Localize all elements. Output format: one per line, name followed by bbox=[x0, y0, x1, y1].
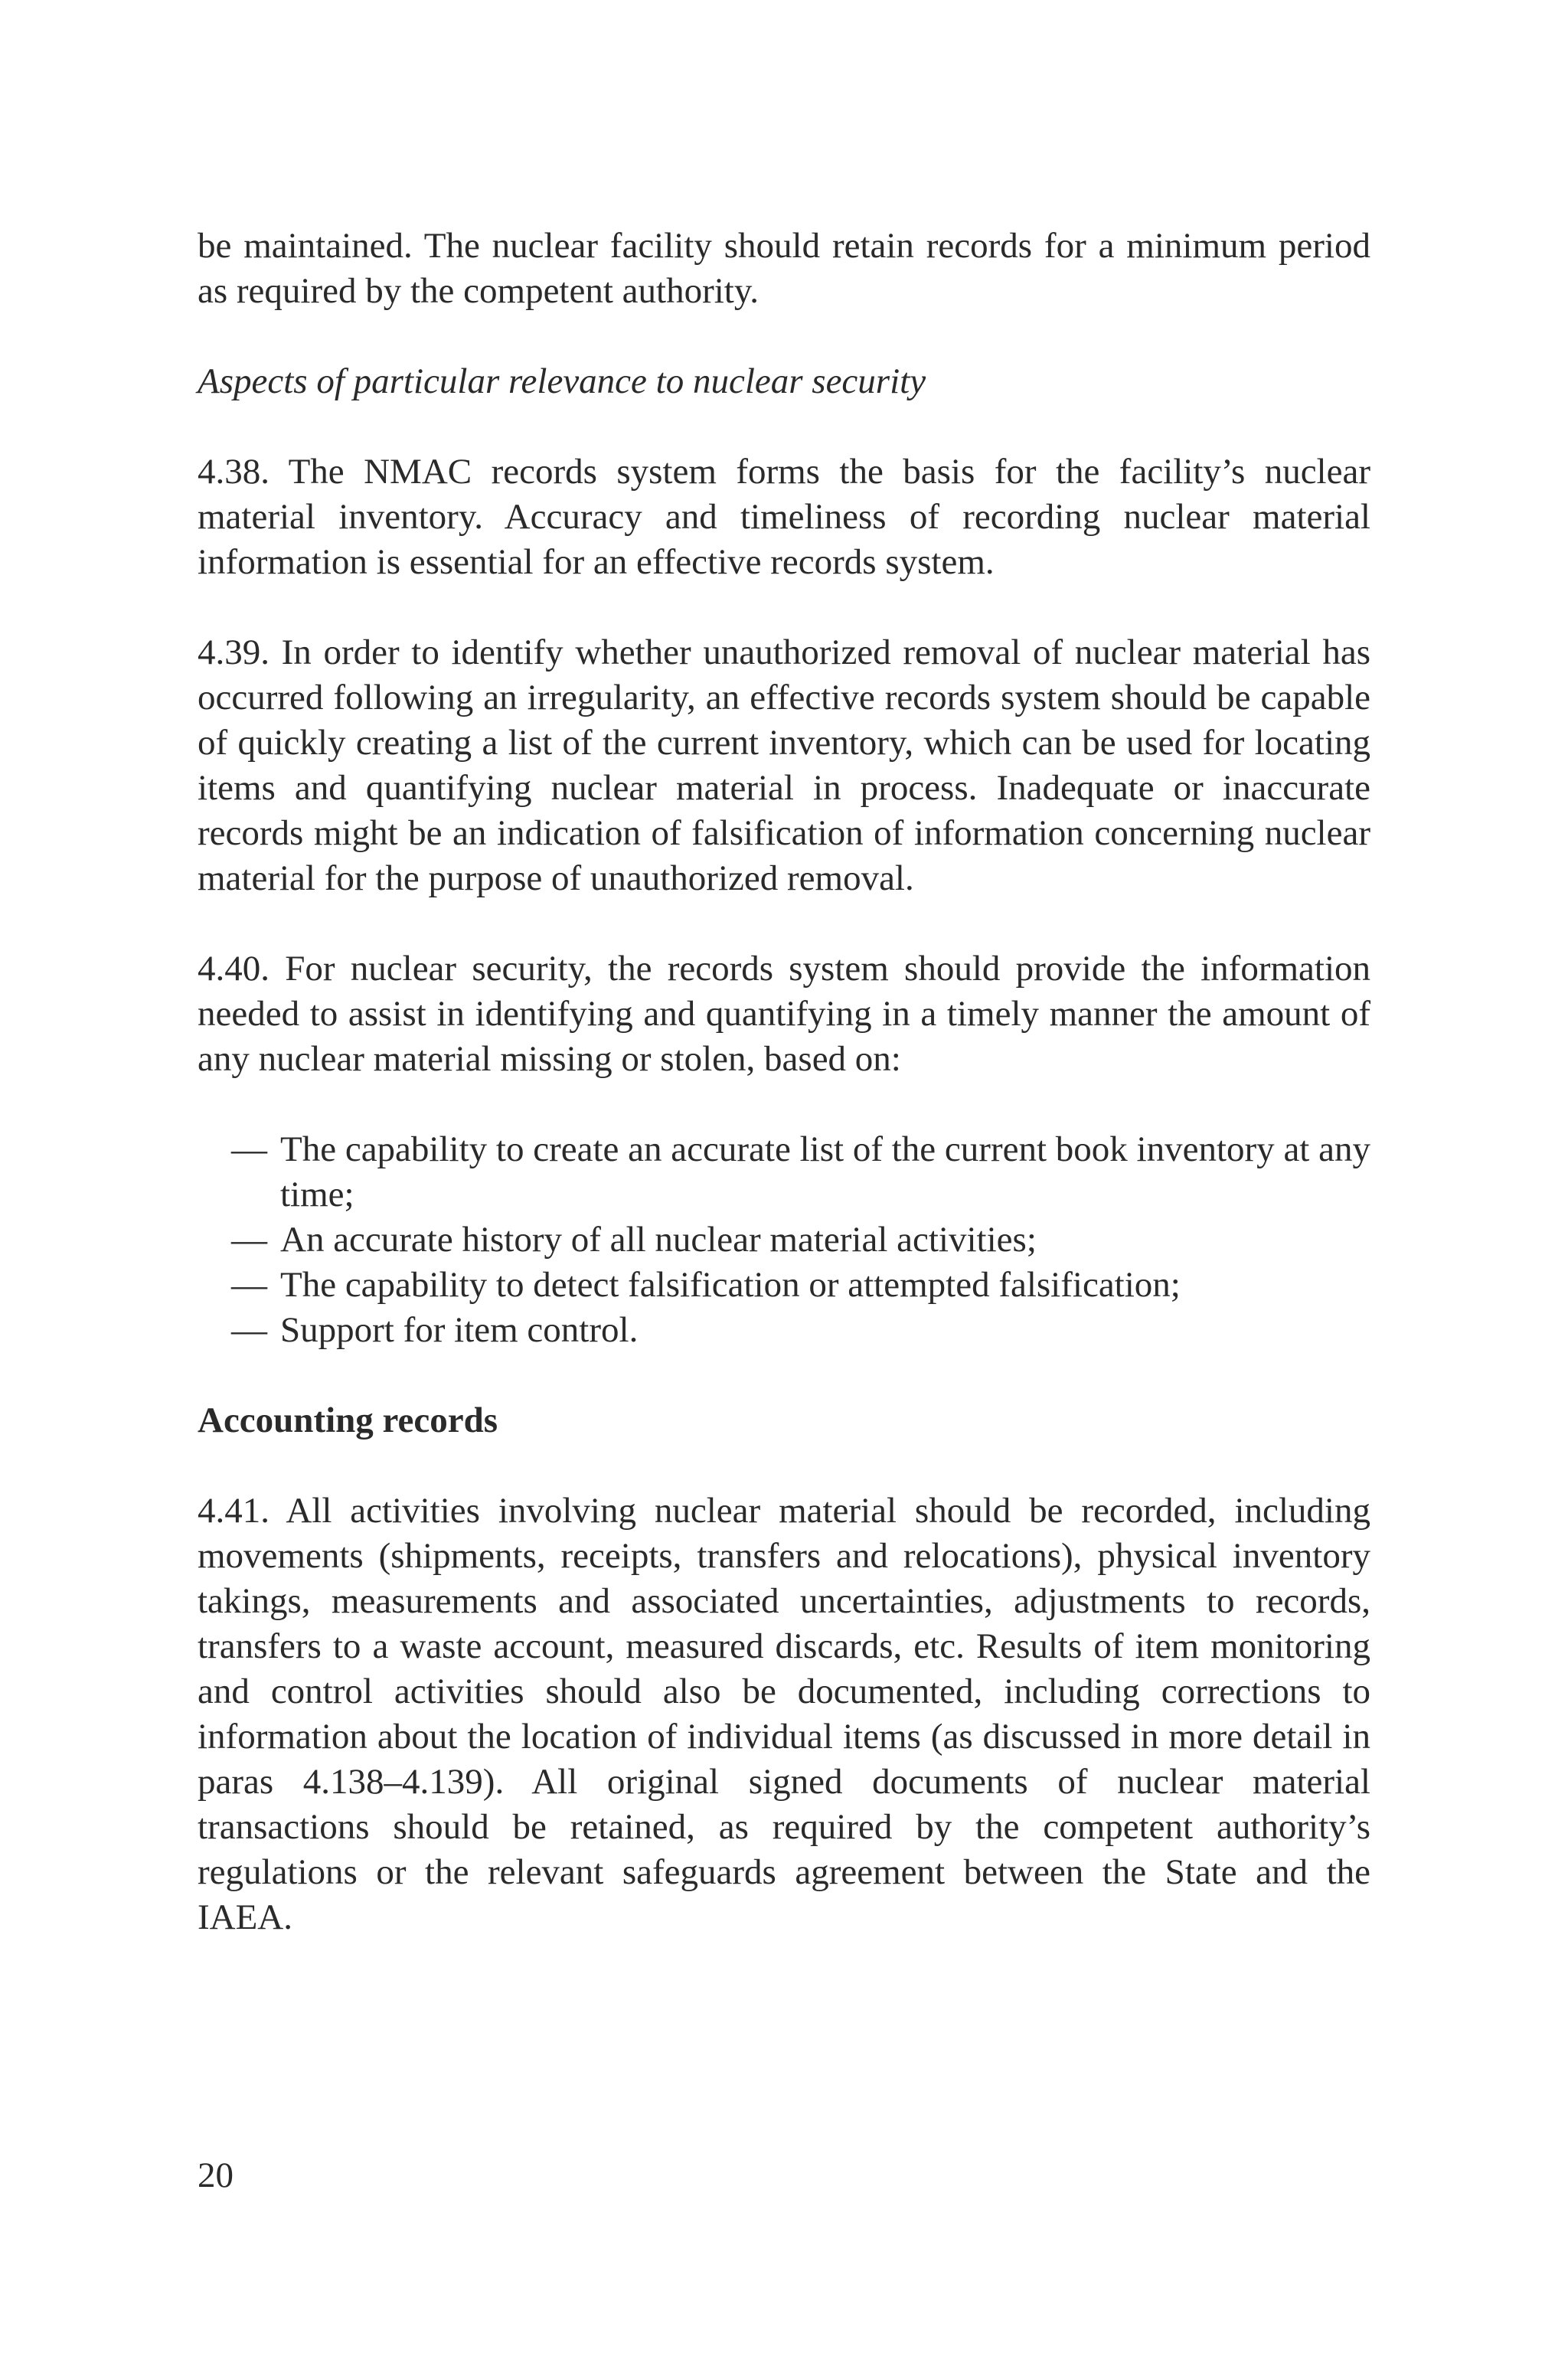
list-item-text: Support for item control. bbox=[280, 1310, 639, 1350]
paragraph-text: In order to identify whether unauthorized removal of nuclear material has occurred following an irregularity, an effective records system should be capable of quickly creating a list of the current inventory, which can be used for locating items and quantifying nuclear material in process. Inadequate or inaccurate records might be an indication of falsification of information concerning nuclear material for the purpose of unauthorized removal. bbox=[198, 632, 1370, 898]
subsection-heading: Accounting records bbox=[198, 1400, 498, 1440]
list-item bbox=[198, 1263, 1370, 1308]
paragraph-number: 4.40. bbox=[198, 949, 270, 989]
dash-marker: — bbox=[231, 1220, 267, 1260]
list-item bbox=[198, 1217, 1370, 1263]
dash-marker: — bbox=[231, 1265, 267, 1305]
list-item-text: The capability to create an accurate list of the current book inventory at any time; bbox=[280, 1129, 1370, 1214]
paragraph-4-41 bbox=[198, 1489, 1370, 1940]
paragraph-text: All activities involving nuclear material should be recorded, including movements (shipments, receipts, transfers and relocations), physical inventory takings, measurements and associated uncertainties, adjustments to records, transfers to a waste account, measured discards, etc. Results of item monitoring and control activities should also be documented, including corrections to information about the location of individual items (as discussed in more detail in paras 4.138–4.139). All original signed documents of nuclear material transactions should be retained, as required by the competent authority’s regulations or the relevant safeguards agreement between the State and the IAEA. bbox=[198, 1491, 1370, 1937]
page-body bbox=[198, 224, 1370, 1940]
paragraph-text: For nuclear security, the records system should provide the information needed to assist in identifying and quantifying in a timely manner the amount of any nuclear material missing or stolen, based on: bbox=[198, 949, 1371, 1079]
list-item-text: The capability to detect falsification or attempted falsification; bbox=[280, 1265, 1181, 1305]
list-item-text: An accurate history of all nuclear material activities; bbox=[280, 1220, 1037, 1260]
paragraph-4-40 bbox=[198, 946, 1370, 1082]
paragraph-number: 4.38. bbox=[198, 452, 270, 492]
dash-marker: — bbox=[231, 1129, 267, 1169]
section-heading: Aspects of particular relevance to nuclear security bbox=[198, 361, 926, 401]
bullet-list bbox=[198, 1127, 1370, 1353]
dash-marker: — bbox=[231, 1310, 267, 1350]
continuation-paragraph: be maintained. The nuclear facility should retain records for a minimum period as required by the competent authority. bbox=[198, 226, 1370, 311]
paragraph-text: The NMAC records system forms the basis for the facility’s nuclear material inventory. Accuracy and timeliness of recording nuclear material information is essential for an effective records system. bbox=[198, 452, 1370, 582]
list-item bbox=[198, 1127, 1370, 1217]
paragraph-number: 4.41. bbox=[198, 1491, 270, 1531]
paragraph-number: 4.39. bbox=[198, 632, 270, 672]
paragraph-4-38 bbox=[198, 449, 1370, 585]
page-number: 20 bbox=[198, 2155, 234, 2195]
paragraph-4-39 bbox=[198, 630, 1370, 901]
list-item bbox=[198, 1308, 1370, 1353]
